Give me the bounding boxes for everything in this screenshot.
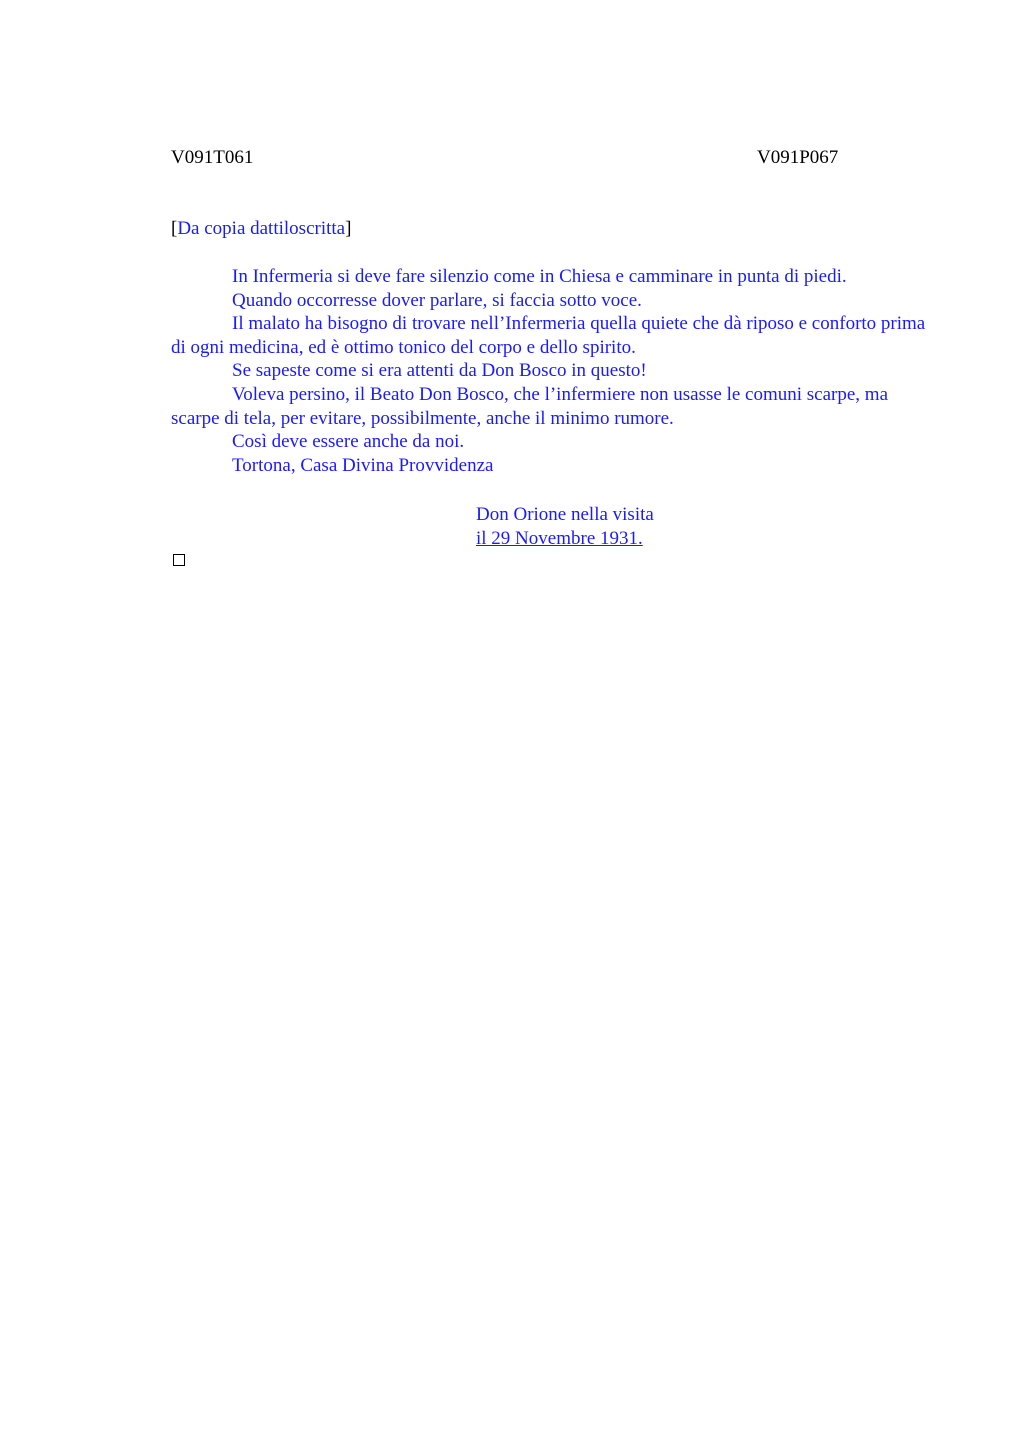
signature-line-2: il 29 Novembre 1931. — [476, 528, 643, 549]
paragraph: In Infermeria si deve fare silenzio come in Chiesa e camminare in punta di piedi. — [232, 266, 847, 287]
document-code-right: V091P067 — [757, 147, 839, 168]
paragraph: Il malato ha bisogno di trovare nell’Infermeria quella quiete che dà riposo e conforto prima di ogni medicina, ed è ottimo tonico del corpo e dello spirito. — [171, 313, 926, 358]
open-bracket: [ — [171, 218, 178, 239]
source-note-text: Da copia dattiloscritta — [177, 218, 346, 239]
square-outline-icon — [173, 554, 185, 566]
signature-line-1: Don Orione nella visita — [476, 504, 654, 525]
source-note — [171, 217, 351, 241]
close-bracket: ] — [345, 218, 352, 239]
paragraph: Se sapeste come si era attenti da Don Bosco in questo! — [232, 360, 647, 382]
document-code-left: V091T061 — [171, 147, 254, 168]
body-text — [171, 265, 931, 477]
paragraph: Così deve essere anche da noi. — [232, 431, 465, 453]
paragraph: Quando occorresse dover parlare, si faccia sotto voce. — [232, 289, 642, 311]
paragraph: Voleva persino, il Beato Don Bosco, che l’infermiere non usasse le comuni scarpe, ma scarpe di tela, per evitare, possibilmente, anche il minimo rumore. — [171, 383, 889, 429]
paragraph: Tortona, Casa Divina Provvidenza — [232, 454, 494, 476]
